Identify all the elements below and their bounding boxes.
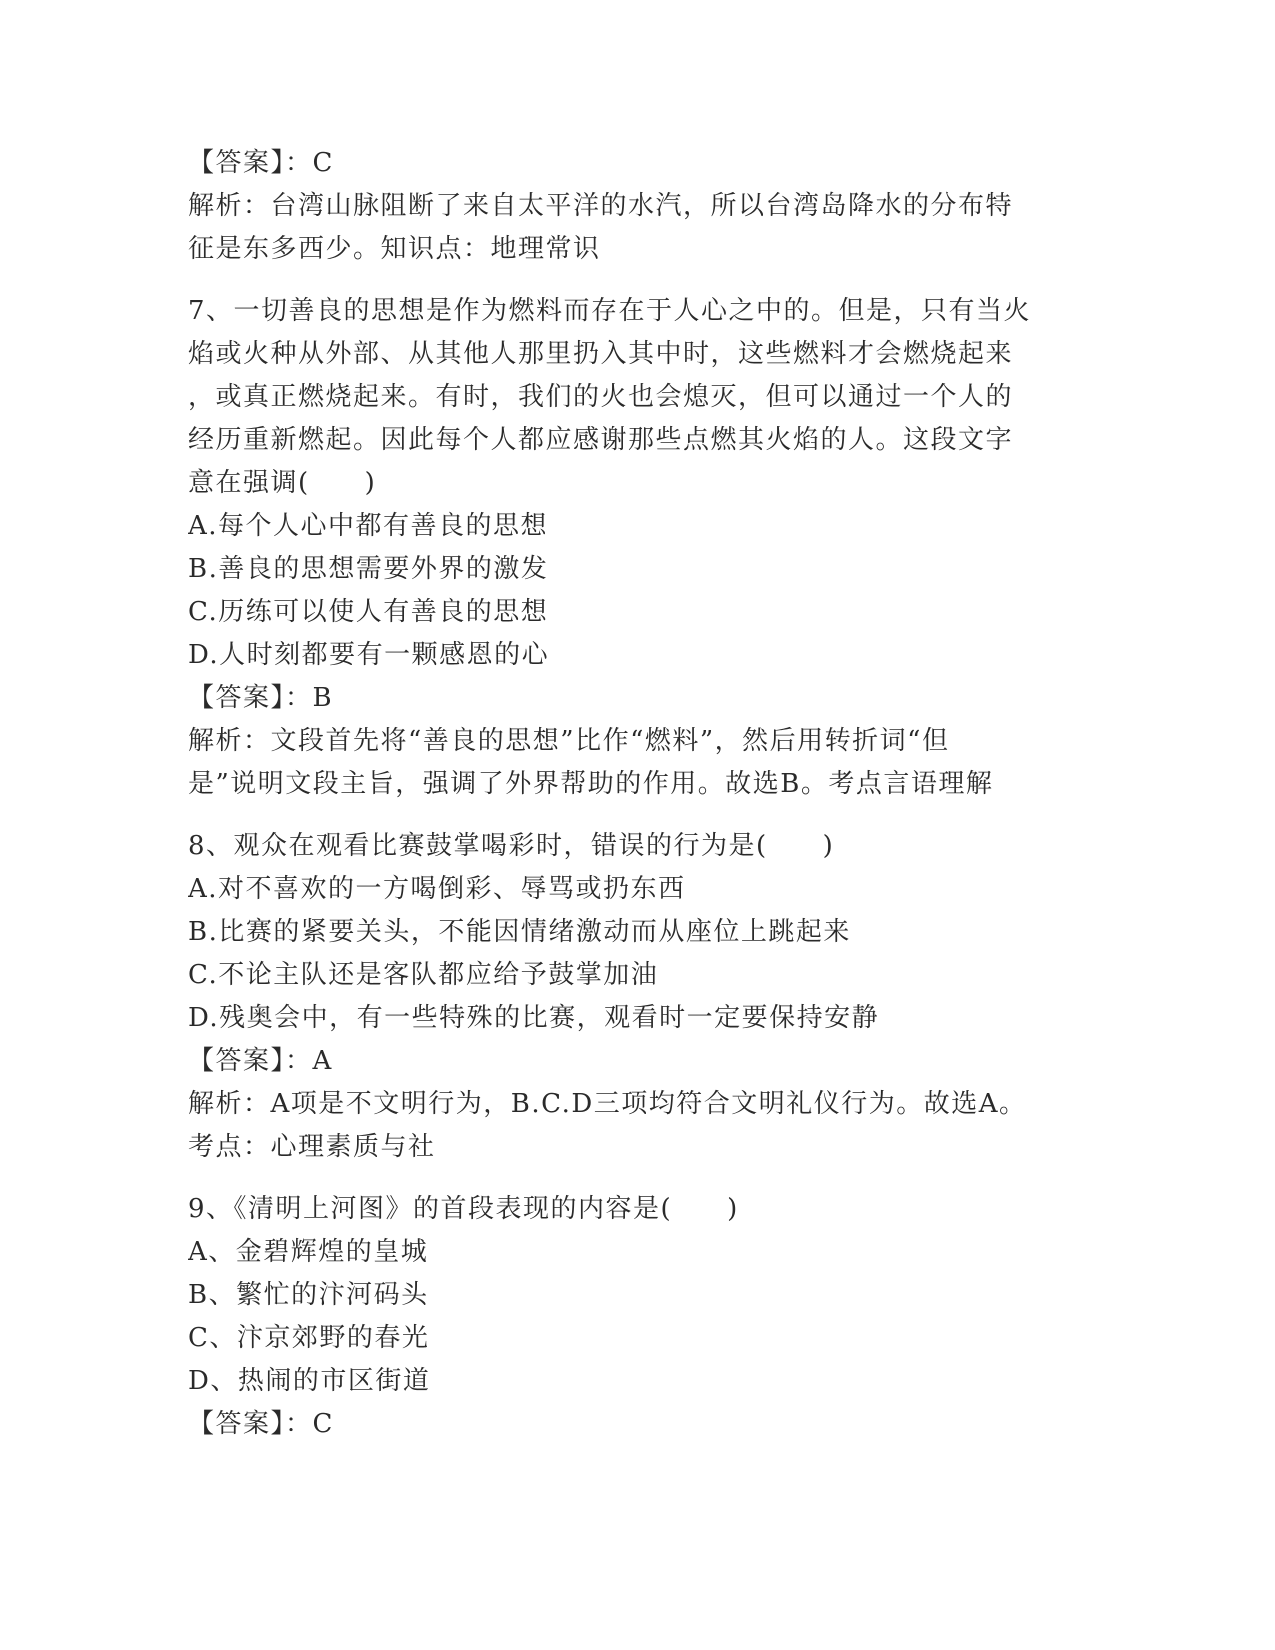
option-a: A.每个人心中都有善良的思想 — [188, 511, 549, 541]
section-gap — [188, 806, 1088, 825]
question-7 — [188, 290, 1088, 806]
option-a: A、金碧辉煌的皇城 — [188, 1237, 429, 1267]
section-gap — [188, 271, 1088, 290]
question-stem-line: 焰或火种从外部、从其他人那里扔入其中时，这些燃料才会燃烧起来 — [188, 339, 1014, 369]
option-a: A.对不喜欢的一方喝倒彩、辱骂或扔东西 — [188, 874, 686, 904]
document-content — [188, 142, 1088, 1446]
analysis-line: 考点：心理素质与社 — [188, 1132, 436, 1162]
answer-line: 【答案】：B — [188, 683, 334, 713]
answer-line: 【答案】：A — [188, 1046, 333, 1076]
question-9 — [188, 1188, 1088, 1446]
analysis-line: 是”说明文段主旨，强调了外界帮助的作用。故选B。考点言语理解 — [188, 769, 994, 799]
question-stem-line: 9、《清明上河图》的首段表现的内容是( ) — [188, 1194, 739, 1224]
analysis-line: 征是东多西少。知识点：地理常识 — [188, 234, 601, 264]
question-stem-line: 8、观众在观看比赛鼓掌喝彩时，错误的行为是( ) — [188, 831, 835, 861]
analysis-line: 解析：台湾山脉阻断了来自太平洋的水汽，所以台湾岛降水的分布特 — [188, 191, 1014, 221]
option-b: B.善良的思想需要外界的激发 — [188, 554, 549, 584]
question-stem-line: 意在强调( ) — [188, 468, 377, 498]
option-b: B、繁忙的汴河码头 — [188, 1280, 429, 1310]
question-8 — [188, 825, 1088, 1169]
section-gap — [188, 1169, 1088, 1188]
question-stem-line: 7、一切善良的思想是作为燃料而存在于人心之中的。但是，只有当火 — [188, 296, 1032, 326]
answer-line: 【答案】：C — [188, 1409, 334, 1439]
option-d: D.残奥会中，有一些特殊的比赛，观看时一定要保持安静 — [188, 1003, 880, 1033]
analysis-line: 解析：A项是不文明行为，B.C.D三项均符合文明礼仪行为。故选A。 — [188, 1089, 1027, 1119]
option-d: D、热闹的市区街道 — [188, 1366, 431, 1396]
question-stem-line: 经历重新燃起。因此每个人都应感谢那些点燃其火焰的人。这段文字 — [188, 425, 1014, 455]
question-stem-line: ，或真正燃烧起来。有时，我们的火也会熄灭，但可以通过一个人的 — [188, 382, 1014, 412]
option-d: D.人时刻都要有一颗感恩的心 — [188, 640, 550, 670]
answer-line: 【答案】：C — [188, 148, 334, 178]
option-c: C.历练可以使人有善良的思想 — [188, 597, 549, 627]
option-b: B.比赛的紧要关头，不能因情绪激动而从座位上跳起来 — [188, 917, 851, 947]
analysis-line: 解析：文段首先将“善良的思想”比作“燃料”，然后用转折词“但 — [188, 726, 950, 756]
option-c: C、汴京郊野的春光 — [188, 1323, 430, 1353]
option-c: C.不论主队还是客队都应给予鼓掌加油 — [188, 960, 659, 990]
